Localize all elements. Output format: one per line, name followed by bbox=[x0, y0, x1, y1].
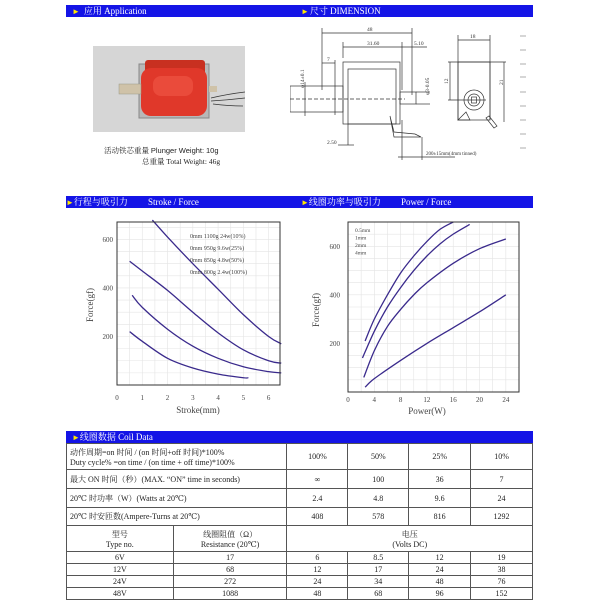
dim-dia1: φ14±0.1 bbox=[300, 69, 306, 88]
x-tick-label: 0 bbox=[115, 394, 119, 402]
y-tick-label: 400 bbox=[102, 284, 113, 293]
voltage-cell: 48 bbox=[287, 588, 348, 600]
duty-value: 100% bbox=[287, 444, 348, 470]
table-row bbox=[67, 470, 533, 489]
type-cell: 24V bbox=[67, 576, 174, 588]
dim-plunger: 7 bbox=[327, 57, 330, 63]
x-axis-label: Stroke(mm) bbox=[176, 405, 220, 415]
power-force-header bbox=[301, 196, 533, 208]
voltage-cell: 24 bbox=[409, 564, 471, 576]
x-tick-label: 4 bbox=[216, 394, 220, 402]
application-header bbox=[66, 5, 307, 17]
voltage-cell: 8.5 bbox=[348, 552, 409, 564]
total-weight: 总重量 Total Weight: 46g bbox=[142, 157, 221, 166]
series-line bbox=[362, 224, 469, 358]
table-row bbox=[67, 588, 533, 600]
legend-entry: 0mm 950g 9.6w(25%) bbox=[190, 246, 245, 252]
voltage-cell: 152 bbox=[471, 588, 533, 600]
dim-height: 21 bbox=[499, 79, 505, 85]
dim-width: 18 bbox=[470, 34, 476, 40]
stroke-force-title-en: Stroke / Force bbox=[147, 197, 199, 207]
type-header: 型号 Type no. bbox=[67, 526, 174, 552]
power-force-title-en: Power / Force bbox=[400, 197, 452, 207]
stroke-force-chart bbox=[80, 210, 290, 420]
dim-center: 12 bbox=[444, 78, 450, 84]
max-on-value: 36 bbox=[409, 470, 471, 489]
dim-length: 48 bbox=[367, 27, 373, 33]
y-tick-label: 400 bbox=[329, 291, 340, 300]
table-row bbox=[67, 576, 533, 588]
x-tick-label: 20 bbox=[476, 396, 484, 404]
voltage-cell: 17 bbox=[348, 564, 409, 576]
y-axis-label: Force(gf) bbox=[311, 293, 321, 327]
x-tick-label: 4 bbox=[372, 396, 377, 404]
ampere-turns-value: 1292 bbox=[471, 508, 533, 526]
duty-value: 50% bbox=[348, 444, 409, 470]
arrow-icon: ► bbox=[301, 198, 309, 207]
x-tick-label: 8 bbox=[398, 396, 403, 404]
coil-data-header bbox=[66, 431, 533, 443]
legend-entry: 4mm bbox=[355, 250, 367, 257]
ampere-turns-value: 408 bbox=[287, 508, 348, 526]
stroke-force-title-cn: 行程与吸引力 bbox=[73, 197, 128, 207]
voltage-cell: 24 bbox=[287, 576, 348, 588]
y-tick-label: 200 bbox=[329, 339, 340, 348]
arrow-icon: ► bbox=[72, 433, 80, 442]
x-tick-label: 24 bbox=[502, 396, 510, 404]
dimension-header bbox=[301, 5, 533, 17]
legend-entry: 1mm bbox=[355, 235, 367, 242]
application-title: 应用 Application bbox=[83, 6, 147, 16]
resistance-cell: 17 bbox=[173, 552, 287, 564]
table-row bbox=[67, 552, 533, 564]
y-tick-label: 600 bbox=[329, 242, 340, 251]
coil-data-title: 线圈数据 Coil Data bbox=[79, 432, 153, 442]
x-tick-label: 12 bbox=[423, 396, 431, 404]
power-force-title-cn: 线圈功率与吸引力 bbox=[308, 197, 381, 207]
table-row bbox=[67, 489, 533, 508]
max-on-value: ∞ bbox=[287, 470, 348, 489]
dim-dia2: φ3-0.05 bbox=[425, 77, 431, 95]
max-on-value: 100 bbox=[348, 470, 409, 489]
voltage-cell: 68 bbox=[348, 588, 409, 600]
type-cell: 6V bbox=[67, 552, 174, 564]
power-force-chart bbox=[300, 210, 530, 420]
voltage-header: 电压 (Volts DC) bbox=[287, 526, 533, 552]
table-row bbox=[67, 526, 533, 552]
dim-lead: 200±15mm(4mm tinned) bbox=[426, 152, 477, 157]
coil-data-table bbox=[66, 443, 533, 600]
ampere-turns-value: 578 bbox=[348, 508, 409, 526]
voltage-cell: 48 bbox=[409, 576, 471, 588]
resistance-cell: 272 bbox=[173, 576, 287, 588]
y-tick-label: 600 bbox=[102, 235, 113, 244]
table-row bbox=[67, 564, 533, 576]
duty-value: 10% bbox=[471, 444, 533, 470]
series-line bbox=[132, 295, 281, 373]
x-tick-label: 0 bbox=[346, 396, 350, 404]
max-on-value: 7 bbox=[471, 470, 533, 489]
duty-label: 动作周期=on 时间 / (on 时间+off 时间)*100% Duty cycle% =on time / (on time + off time)*100% bbox=[67, 444, 287, 470]
legend-entry: 0mm 800g 2.4w(100%) bbox=[190, 270, 248, 276]
y-tick-label: 200 bbox=[102, 332, 113, 341]
voltage-cell: 34 bbox=[348, 576, 409, 588]
watts-value: 2.4 bbox=[287, 489, 348, 508]
legend-entry: 0mm 1100g 24w(10%) bbox=[190, 234, 246, 240]
watts-value: 24 bbox=[471, 489, 533, 508]
x-tick-label: 5 bbox=[241, 394, 246, 402]
x-axis-label: Power(W) bbox=[408, 406, 446, 416]
max-on-label: 最大 ON 时间（秒）(MAX. “ON” time in seconds) bbox=[67, 470, 287, 489]
y-axis-label: Force(gf) bbox=[85, 288, 95, 322]
table-row bbox=[67, 508, 533, 526]
x-tick-label: 6 bbox=[266, 394, 271, 402]
x-tick-label: 3 bbox=[191, 394, 195, 402]
type-cell: 48V bbox=[67, 588, 174, 600]
plunger-weight: 活动铁芯重量 Plunger Weight: 10g bbox=[104, 146, 219, 155]
ampere-turns-label: 20℃ 时安匝数(Ampere-Turns at 20℃) bbox=[67, 508, 287, 526]
resistance-header: 线圈阻值（Ω） Resistance (20℃) bbox=[173, 526, 287, 552]
watts-value: 4.8 bbox=[348, 489, 409, 508]
dim-body: 31.60 bbox=[367, 41, 380, 47]
voltage-cell: 96 bbox=[409, 588, 471, 600]
x-tick-label: 1 bbox=[140, 394, 145, 402]
resistance-cell: 68 bbox=[173, 564, 287, 576]
voltage-cell: 38 bbox=[471, 564, 533, 576]
voltage-cell: 12 bbox=[409, 552, 471, 564]
dimension-title: 尺寸 DIMENSION bbox=[309, 6, 381, 16]
dimension-drawing bbox=[290, 20, 535, 185]
x-tick-label: 2 bbox=[165, 394, 170, 402]
resistance-cell: 1088 bbox=[173, 588, 287, 600]
voltage-cell: 76 bbox=[471, 576, 533, 588]
legend-entry: 0.5mm bbox=[355, 228, 371, 234]
product-photo bbox=[93, 46, 245, 132]
voltage-cell: 19 bbox=[471, 552, 533, 564]
legend-entry: 2mm bbox=[355, 243, 367, 249]
legend-entry: 0mm 850g 4.8w(50%) bbox=[190, 258, 245, 264]
arrow-icon: ► bbox=[66, 198, 74, 207]
voltage-cell: 12 bbox=[287, 564, 348, 576]
dim-tail: 5.10 bbox=[414, 41, 424, 47]
arrow-icon: ► bbox=[72, 7, 80, 16]
dim-offset: 2.50 bbox=[327, 140, 337, 146]
table-row bbox=[67, 444, 533, 470]
x-tick-label: 16 bbox=[449, 396, 457, 404]
stroke-force-header bbox=[66, 196, 301, 208]
duty-value: 25% bbox=[409, 444, 471, 470]
watts-value: 9.6 bbox=[409, 489, 471, 508]
watts-label: 20℃ 时功率（W）(Watts at 20℃) bbox=[67, 489, 287, 508]
type-cell: 12V bbox=[67, 564, 174, 576]
arrow-icon: ► bbox=[301, 7, 309, 16]
ampere-turns-value: 816 bbox=[409, 508, 471, 526]
voltage-cell: 6 bbox=[287, 552, 348, 564]
